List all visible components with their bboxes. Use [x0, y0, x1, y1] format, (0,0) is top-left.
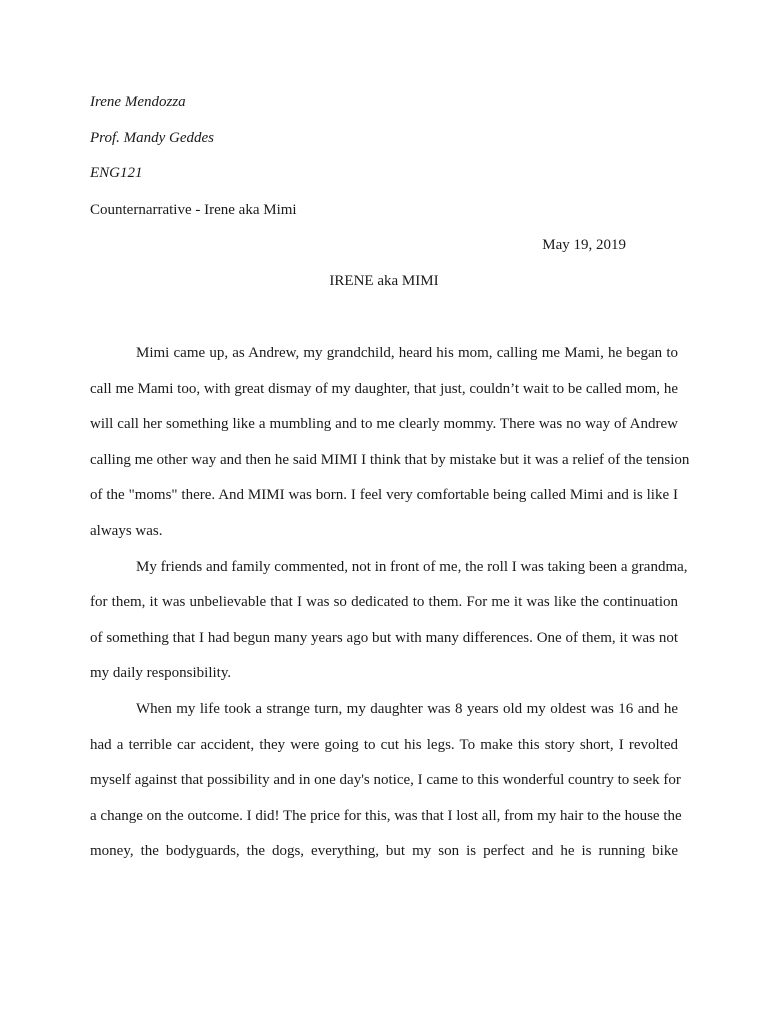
body-text-line: When my life took a strange turn, my daughter was 8 years old my oldest was 16 and he	[136, 701, 678, 717]
body-text-line: always was.	[90, 523, 163, 539]
professor-name: Prof. Mandy Geddes	[90, 130, 214, 146]
body-text-line: calling me other way and then he said MIMI I think that by mistake but it was a relief of the tension	[90, 452, 690, 468]
body-text-line: will call her something like a mumbling and to me clearly mommy. There was no way of Andrew	[90, 416, 678, 432]
body-text-line: had a terrible car accident, they were going to cut his legs. To make this story short, I revolted	[90, 737, 678, 753]
body-text-line: call me Mami too, with great dismay of my daughter, that just, couldn’t wait to be called mom, he	[90, 381, 678, 397]
document-date: May 19, 2019	[542, 237, 626, 253]
body-text-line: of the "moms" there. And MIMI was born. I feel very comfortable being called Mimi and is like I	[90, 487, 678, 503]
assignment-subject: Counternarrative - Irene aka Mimi	[90, 202, 297, 218]
author-name: Irene Mendozza	[90, 94, 186, 110]
body-text-line: money, the bodyguards, the dogs, everything, but my son is perfect and he is running bike	[90, 843, 678, 859]
course-code: ENG121	[90, 165, 143, 181]
body-text-line: a change on the outcome. I did! The price for this, was that I lost all, from my hair to the house the	[90, 808, 682, 824]
body-text-line: of something that I had begun many years ago but with many differences. One of them, it was not	[90, 630, 678, 646]
body-text-line: my daily responsibility.	[90, 665, 232, 681]
body-text-line: Mimi came up, as Andrew, my grandchild, heard his mom, calling me Mami, he began to	[136, 345, 678, 361]
body-text-line: myself against that possibility and in one day's notice, I came to this wonderful country to seek for	[90, 772, 681, 788]
document-title: IRENE aka MIMI	[329, 273, 439, 289]
body-text-line: My friends and family commented, not in front of me, the roll I was taking been a grandma,	[136, 559, 688, 575]
body-text-line: for them, it was unbelievable that I was so dedicated to them. For me it was like the continuation	[90, 594, 678, 610]
